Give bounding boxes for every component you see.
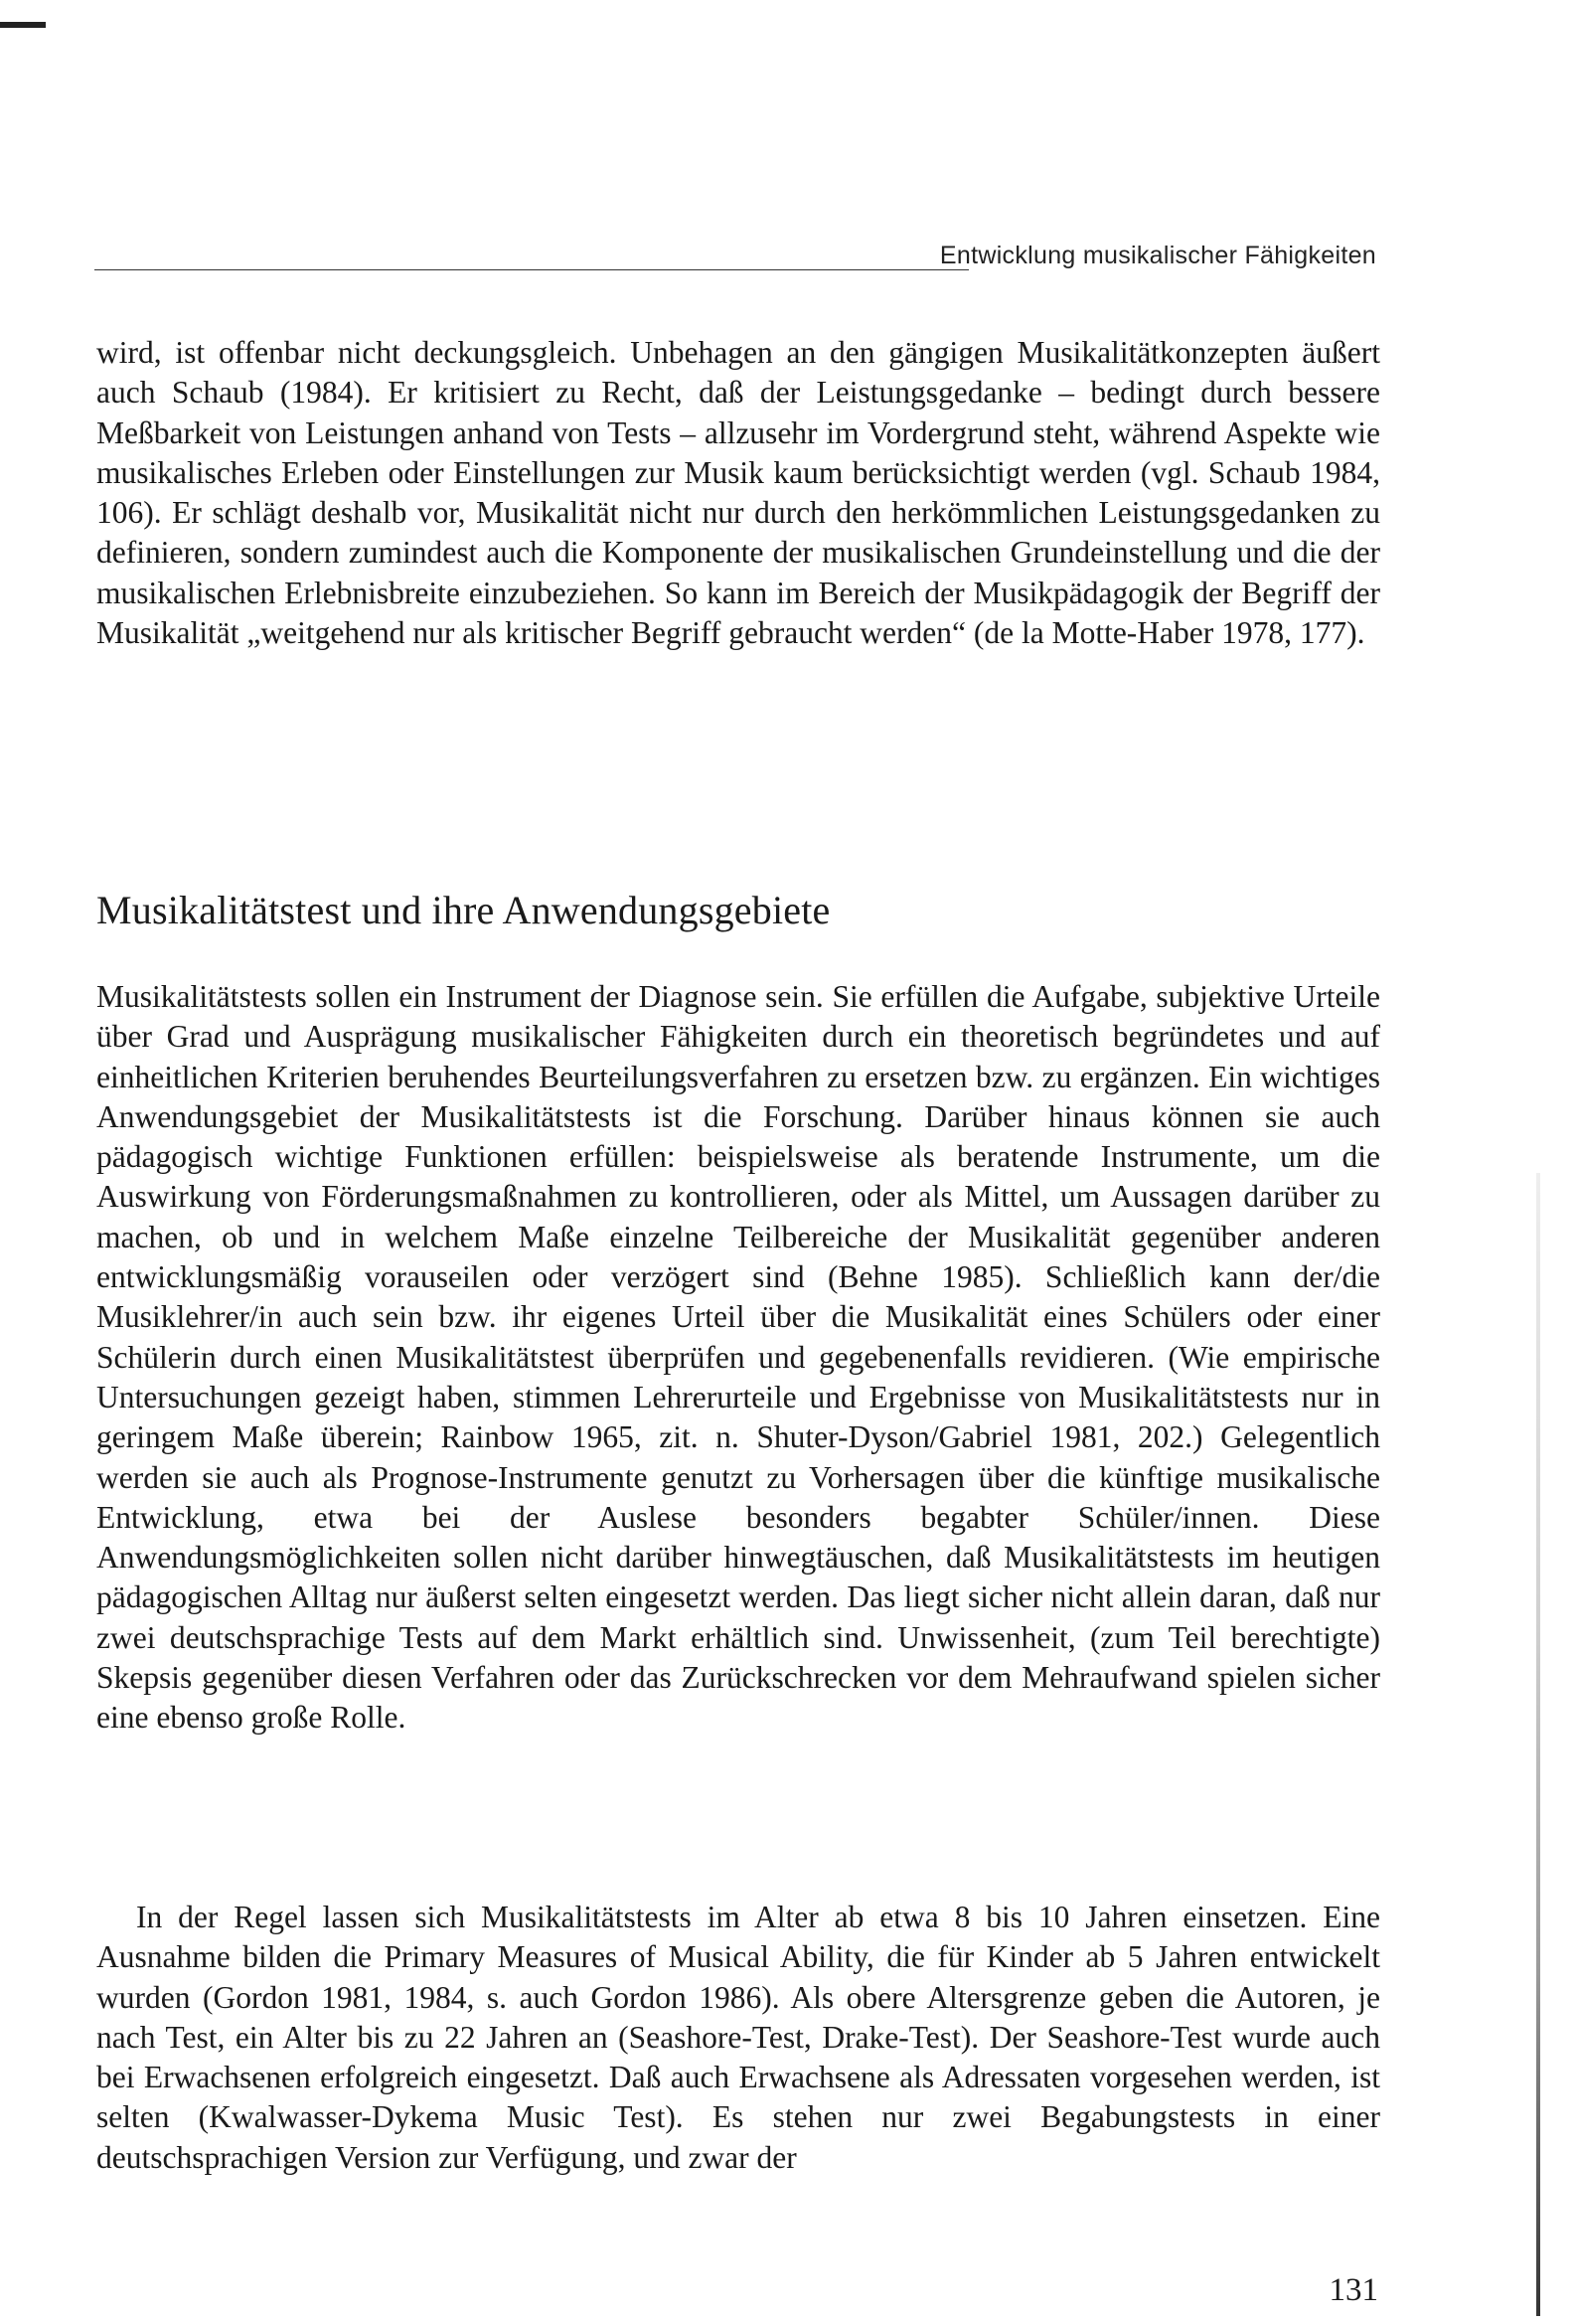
running-head <box>94 242 1376 271</box>
page-number: 131 <box>1329 2272 1378 2308</box>
section-heading: Musikalitätstest und ihre Anwendungsgebiete <box>96 888 831 932</box>
running-head-title: Entwicklung musikalischer Fähigkeiten <box>939 242 1376 269</box>
scan-corner-mark <box>0 22 46 28</box>
scan-margin-strip <box>1536 1173 1540 2316</box>
paragraph-tests-purpose: Musikalitätstests sollen ein Instrument der Diagnose sein. Sie erfüllen die Aufgabe, subjektive Urteile über Grad und Ausprägung musikalischer Fähigkeiten durch ein theoretisch begründetes und auf einheitlichen Kriterien beruhendes Beurteilungsverfahren zu ersetzen bzw. zu ergänzen. Ein wichtiges Anwendungsgebiet der Musikalitätstests ist die Forschung. Darüber hinaus können sie auch pädagogisch wichtige Funktionen erfüllen: beispielsweise als beratende Instrumente, um die Auswirkung von Förderungsmaßnahmen zu kontrollieren, oder als Mittel, um Aussagen darüber zu machen, ob und in welchem Maße einzelne Teilbereiche der Musikalität gegenüber anderen entwicklungsmäßig vorauseilen oder verzögert sind (Behne 1985). Schließlich kann der/die Musiklehrer/in auch sein bzw. ihr eigenes Urteil über die Musikalität eines Schülers oder einer Schülerin durch einen Musikalitätstest überprüfen und gegebenenfalls revidieren. (Wie empirische Untersuchungen gezeigt haben, stimmen Lehrerurteile und Ergebnisse von Musikalitätstests nur in geringem Maße überein; Rainbow 1965, zit. n. Shuter-Dyson/Gabriel 1981, 202.) Gelegentlich werden sie auch als Prognose-Instrumente genutzt zu Vorhersagen über die künftige musikalische Entwicklung, etwa bei der Auslese besonders begabter Schüler/innen. Diese Anwendungsmöglichkeiten sollen nicht darüber hinwegtäuschen, daß Musikalitätstests im heutigen pädagogischen Alltag nur äußerst selten eingesetzt werden. Das liegt sicher nicht allein daran, daß nur zwei deutschsprachige Tests auf dem Markt erhältlich sind. Unwissenheit, (zum Teil berechtigte) Skepsis gegenüber diesen Verfahren oder das Zurückschrecken vor dem Mehraufwand spielen sicher eine ebenso große Rolle. <box>96 979 1380 1736</box>
running-head-rule <box>94 269 969 270</box>
paragraph-intro: wird, ist offenbar nicht deckungsgleich. Unbehagen an den gängigen Musikalitätkonzepten äußert auch Schaub (1984). Er kritisiert zu Recht, daß der Leistungsgedanke – bedingt durch bessere Meßbarkeit von Leistungen anhand von Tests – allzusehr im Vordergrund steht, während Aspekte wie musikalisches Erleben oder Einstellungen zur Musik kaum berücksichtigt werden (vgl. Schaub 1984, 106). Er schlägt deshalb vor, Musikalität nicht nur durch den herkömmlichen Leistungsgedanken zu definieren, sondern zumindest auch die Komponente der musikalischen Grundeinstellung und die der musikalischen Erlebnisbreite einzubeziehen. So kann im Bereich der Musikpädagogik der Begriff der Musikalität „weitgehend nur als kritischer Begriff gebraucht werden“ (de la Motte-Haber 1978, 177). <box>96 335 1380 651</box>
paragraph-age-range: In der Regel lassen sich Musikalitätstests im Alter ab etwa 8 bis 10 Jahren einsetzen. Eine Ausnahme bilden die Primary Measures of Musical Ability, die für Kinder ab 5 Jahren entwickelt wurden (Gordon 1981, 1984, s. auch Gordon 1986). Als obere Altersgrenze geben die Autoren, je nach Test, ein Alter bis zu 22 Jahren an (Seashore-Test, Drake-Test). Der Seashore-Test wurde auch bei Erwachsenen erfolgreich eingesetzt. Daß auch Erwachsene als Adressaten vorgesehen werden, ist selten (Kwalwasser-Dykema Music Test). Es stehen nur zwei Begabungstests in einer deutschsprachigen Version zur Verfügung, und zwar der <box>96 1900 1380 2175</box>
